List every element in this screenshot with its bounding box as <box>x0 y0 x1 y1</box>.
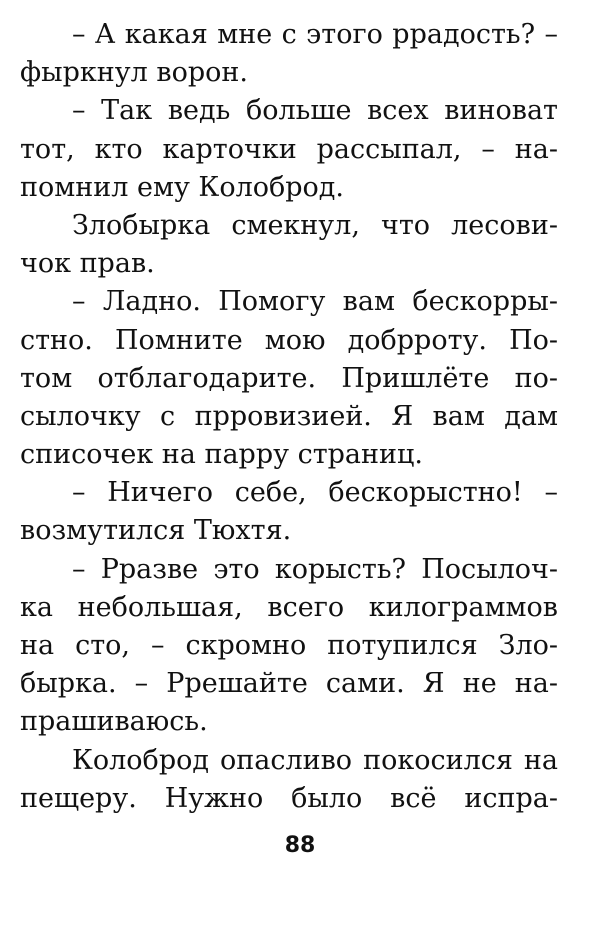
text-line: – А какая мне с этого ррадость? – <box>72 19 558 50</box>
text-line: фыркнул ворон. <box>20 57 248 89</box>
text-line: Злобырка смекнул, что лесови- <box>72 209 558 241</box>
text-line: сылочку с прровизией. Я вам дам <box>20 400 558 432</box>
text-line: – Ничего себе, бескорыстно! – <box>72 477 558 509</box>
page-number: 88 <box>284 833 316 858</box>
text-line: возмутился Тюхтя. <box>20 515 292 547</box>
text-line: том отблагодарите. Пришлёте по- <box>20 362 558 394</box>
body-text <box>20 16 558 818</box>
text-line: – Так ведь больше всех виноват <box>72 95 558 127</box>
text-line: помнил ему Колоброд. <box>20 171 344 203</box>
text-line: тот, кто карточки рассыпал, – на- <box>20 133 558 165</box>
text-line: ка небольшая, всего килограммов <box>20 591 558 623</box>
text-line: – Ладно. Помогу вам бескорры- <box>72 286 558 318</box>
text-line: Колоброд опасливо покосился на <box>72 744 558 776</box>
text-line: пещеру. Нужно было всё испра- <box>20 782 558 814</box>
text-line: прашиваюсь. <box>20 706 208 738</box>
text-line: – Рразве это корысть? Посылоч- <box>72 553 558 585</box>
text-line: списочек на парру страниц. <box>20 439 423 471</box>
text-line: на сто, – скромно потупился Зло- <box>20 630 558 661</box>
text-line: бырка. – Ррешайте сами. Я не на- <box>20 668 558 700</box>
text-line: стно. Помните мою добрроту. По- <box>20 324 558 356</box>
text-line: чок прав. <box>20 248 155 280</box>
